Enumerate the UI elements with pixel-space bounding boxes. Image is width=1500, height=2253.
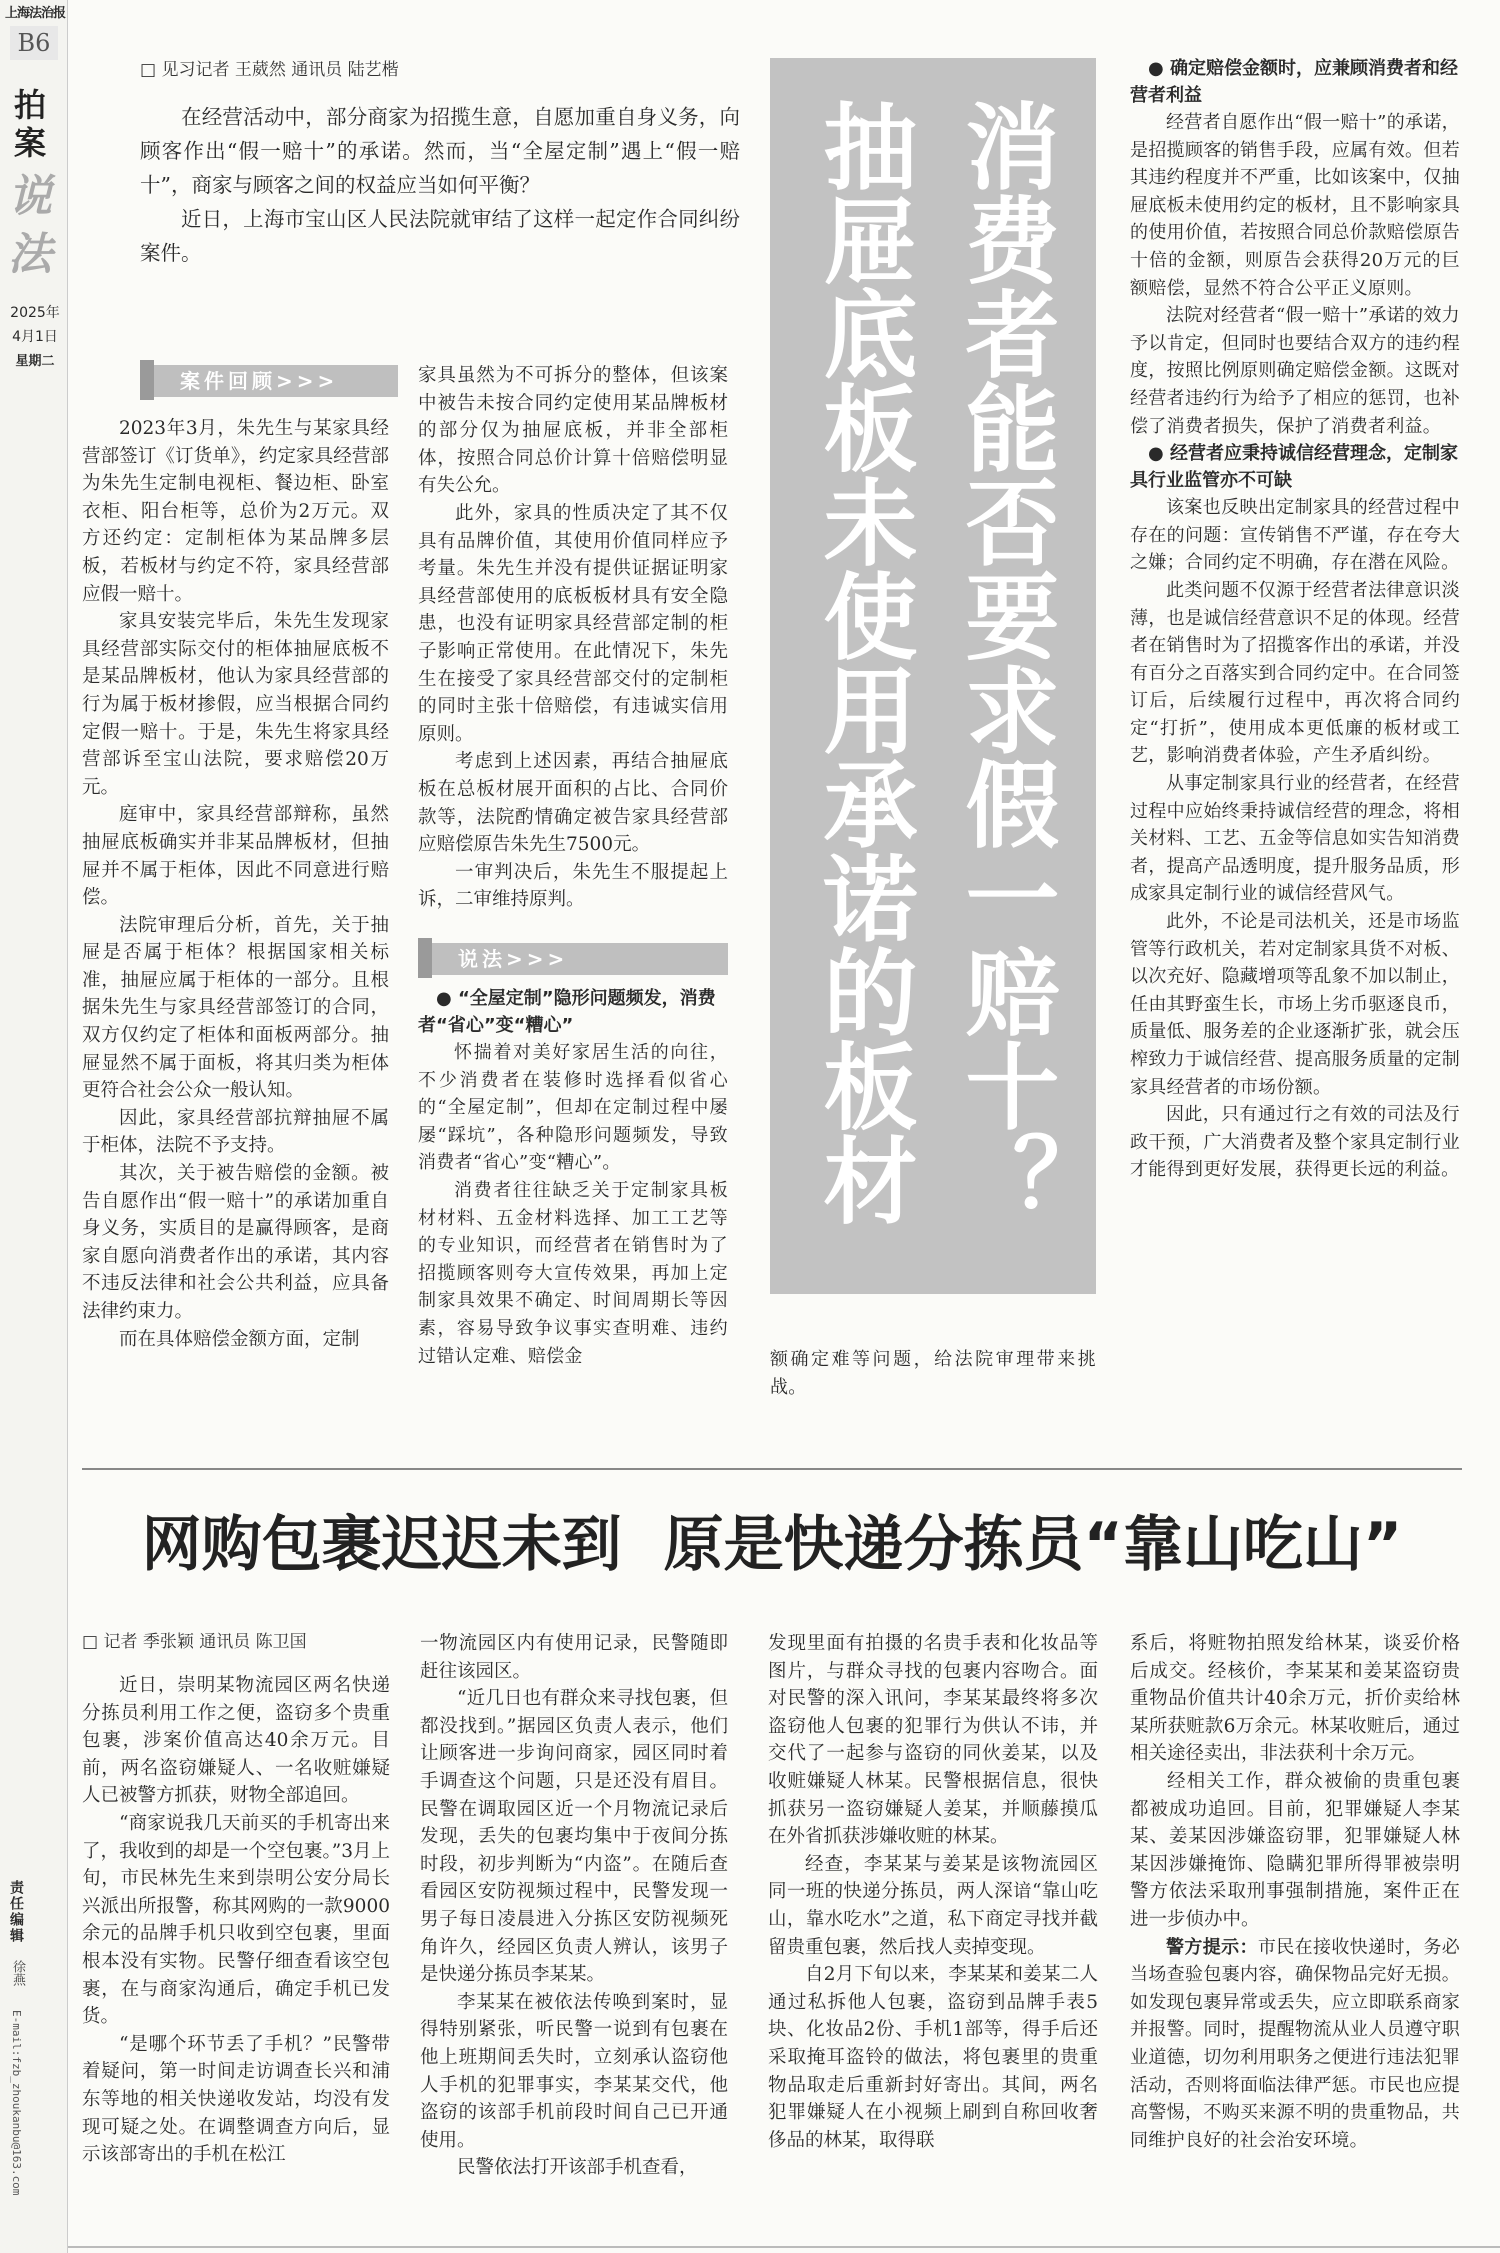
subheading: ● “全屋定制”隐形问题频发，消费者“省心”变“糟心” <box>418 988 716 1036</box>
body-paragraph: 经相关工作，群众被偷的贵重包裹都被成功追回。目前，犯罪嫌疑人李某某、姜某因涉嫌盗窃罪，犯罪嫌疑人林某因涉嫌掩饰、隐瞒犯罪所得罪被崇明警方依法采取刑事强制措施，案件正在进一步侦办中。 <box>1130 1770 1460 1930</box>
body-paragraph: 其次，关于被告赔偿的金额。被告自愿作出“假一赔十”的承诺加重自身义务，实质目的是赢得顾客，是商家自愿向消费者作出的承诺，其内容不违反法律和社会公共利益，应具备法律约束力。 <box>82 1163 389 1322</box>
column-char-2: 案 <box>14 124 47 162</box>
article1-column-4 <box>1130 55 1460 1184</box>
body-paragraph: 此类问题不仅源于经营者法律意识淡薄，也是诚信经营意识不足的体现。经营者在销售时为了招揽客作出的承诺，并没有百分之百落实到合同约定中。在合同签订后，后续履行过程中，再次将合同约定“打折”，使用成本更低廉的板材或工艺，影响消费者体验，产生矛盾纠纷。 <box>1130 579 1460 767</box>
subheading: ● 经营者应秉持诚信经营理念，定制家具行业监管亦不可缺 <box>1130 443 1458 492</box>
body-paragraph: 怀揣着对美好家居生活的向往，不少消费者在装修时选择看似省心的“全屋定制”，但却在定制过程中屡屡“踩坑”，各种隐形问题频发，导致消费者“省心”变“糟心”。 <box>418 1042 728 1174</box>
body-paragraph: 近日，崇明某物流园区两名快递分拣员利用工作之便，盗窃多个贵重包裹，涉案价值高达40余万元。目前，两名盗窃嫌疑人、一名收赃嫌疑人已被警方抓获，财物全部追回。 <box>82 1675 390 1807</box>
body-paragraph: 一审判决后，朱先生不服提起上诉，二审维持原判。 <box>418 861 728 911</box>
body-paragraph: 家具虽然为不可拆分的整体，但该案中被告未按合同约定使用某品牌板材的部分仅为抽屉底板，并非全部柜体，按照合同总价计算十倍赔偿明显有失公允。 <box>418 365 728 497</box>
body-paragraph: 一物流园区内有使用记录，民警随即赶往该园区。 <box>420 1633 728 1682</box>
column-char-4: 法 <box>8 229 52 280</box>
body-paragraph: 系后，将赃物拍照发给林某，谈妥价格后成交。经核价，李某某和姜某盗窃贵重物品价值共计40余万元，折价卖给林某所获赃款6万余元。林某收赃后，通过相关途径卖出，非法获利十余万元。 <box>1130 1633 1460 1765</box>
masthead-sidebar <box>0 0 68 2253</box>
body-paragraph: “是哪个环节丢了手机？”民警带着疑问，第一时间走访调查长兴和浦东等地的相关快递收发站，均没有发现可疑之处。在调整调查方向后，显示该部寄出的手机在松江 <box>82 2033 390 2166</box>
body-paragraph: 民警依法打开该部手机查看， <box>457 2157 698 2179</box>
body-paragraph: 2023年3月，朱先生与某家具经营部签订《订货单》，约定家具经营部为朱先生定制电视柜、餐边柜、卧室衣柜、阳台柜等，总价为2万元。双方还约定：定制柜体为某品牌多层板，若板材与约定不符，家具经营部应假一赔十。 <box>82 418 389 605</box>
page-number: B6 <box>10 26 58 60</box>
column-char-3: 说 <box>8 171 52 222</box>
section-header-commentary: 说法>>> <box>418 943 728 975</box>
article2-headline: 网购包裹迟迟未到 原是快递分拣员“靠山吃山” <box>141 1510 1403 1580</box>
article-separator <box>82 1468 1462 1470</box>
column-char-1: 拍 <box>14 86 47 124</box>
body-paragraph: 法院审理后分析，首先，关于抽屉是否属于柜体？根据国家相关标准，抽屉应属于柜体的一部分。且根据朱先生与家具经营部签订的合同，双方仅约定了柜体和面板两部分。抽屉显然不属于面板，将其归类为柜体更符合社会公众一般认知。 <box>82 914 389 1102</box>
lead-paragraph: 在经营活动中，部分商家为招揽生意，自愿加重自身义务，向顾客作出“假一赔十”的承诺。然而，当“全屋定制”遇上“假一赔十”，商家与顾客之间的权益应当如何平衡？ <box>140 105 740 197</box>
article1-byline: □ 见习记者 王葳然 通讯员 陆艺楷 <box>140 60 399 80</box>
section-marker <box>418 938 432 978</box>
body-paragraph: 庭审中，家具经营部辩称，虽然抽屉底板确实并非某品牌板材，但抽屉并不属于柜体，因此不同意进行赔偿。 <box>82 804 389 909</box>
section-marker <box>140 360 154 400</box>
article2-column-1 <box>82 1672 390 2169</box>
article1-headline-box <box>770 58 1096 1294</box>
police-tip-label: 警方提示： <box>1166 1936 1258 1958</box>
body-paragraph: 家具安装完毕后，朱先生发现家具经营部实际交付的柜体抽屉底板不是某品牌板材，他认为家具经营部的行为属于板材掺假，应当根据合同约定假一赔十。于是，朱先生将家具经营部诉至宝山法院，要求赔偿20万元。 <box>82 611 389 798</box>
body-paragraph: 此外，家具的性质决定了其不仅具有品牌价值，其使用价值同样应予考量。朱先生并没有提供证据证明家具经营部使用的底板板材具有安全隐患，也没有证明家具经营部定制的柜子影响正常使用。在此情况下，朱先生在接受了家具经营部交付的定制柜的同时主张十倍赔偿，有违诚实信用原则。 <box>418 502 728 745</box>
paper-logo: 上海法治报 <box>4 6 65 21</box>
article2-column-2 <box>420 1630 728 2182</box>
body-paragraph: “商家说我几天前买的手机寄出来了，我收到的却是一个空包裹。”3月上旬，市民林先生来到崇明公安分局长兴派出所报警，称其网购的一款9000余元的品牌手机只收到空包裹，里面根本没有实物。民警仔细查看该空包裹，在与商家沟通后，确定手机已发货。 <box>82 1812 390 2028</box>
police-tip-text: 市民在接收快递时，务必当场查验包裹内容，确保物品完好无损。如发现包裹异常或丢失，应立即联系商家并报警。同时，提醒物流从业人员遵守职业道德，切勿利用职务之便进行违法犯罪活动，否则将面临法律严惩。市民也应提高警惕，不购买来源不明的贵重物品，共同维护良好的社会治安环境。 <box>1130 1936 1460 2151</box>
article2-byline: □ 记者 季张颖 通讯员 陈卫国 <box>82 1632 307 1652</box>
body-paragraph: 法院对经营者“假一赔十”承诺的效力予以肯定，但同时也要结合双方的违约程度，按照比例原则确定赔偿金额。这既对经营者违约行为给予了相应的惩罚，也补偿了消费者损失，保护了消费者利益。 <box>1130 305 1460 437</box>
subheading: ● 确定赔偿金额时，应兼顾消费者和经营者利益 <box>1130 58 1458 106</box>
issue-year: 2025年 <box>10 305 60 321</box>
article1-column-2b <box>418 985 728 1370</box>
article2-column-3 <box>768 1630 1098 2154</box>
article1-column-3 <box>770 1346 1096 1401</box>
body-paragraph: 此外，不论是司法机关，还是市场监管等行政机关，若对定制家具货不对板、以次充好、隐藏增项等乱象不加以制止，任由其野蛮生长，市场上劣币驱逐良币，质量低、服务差的企业逐渐扩张，就会压榨致力于诚信经营、提高服务质量的定制家具经营者的市场份额。 <box>1130 911 1460 1098</box>
article1-lead <box>140 100 740 270</box>
bottom-border <box>68 2246 1500 2248</box>
article2-column-4 <box>1130 1630 1460 2154</box>
article1-column-2 <box>418 362 728 914</box>
editor-email: E-mail:fzb_zhoukanbu@163.com <box>10 2010 23 2196</box>
body-paragraph: 考虑到上述因素，再结合抽屉底板在总板材展开面积的占比、合同价款等，法院酌情确定被告家具经营部应赔偿原告朱先生7500元。 <box>418 751 728 856</box>
body-paragraph: 而在具体赔偿金额方面，定制 <box>119 1328 360 1350</box>
editor-label: 责任编辑 <box>8 1880 24 1944</box>
issue-date: 4月1日 <box>12 329 58 345</box>
body-paragraph: 发现里面有拍摄的名贵手表和化妆品等图片，与群众寻找的包裹内容吻合。面对民警的深入讯问，李某某最终将多次盗窃他人包裹的犯罪行为供认不讳，并交代了一起参与盗窃的同伙姜某，以及收赃嫌疑人林某。民警根据信息，很快抓获另一盗窃嫌疑人姜某，并顺藤摸瓜在外省抓获涉嫌收赃的林某。 <box>768 1633 1098 1848</box>
article1-column-1 <box>82 415 389 1353</box>
section-header-case-review: 案件回顾>>> <box>140 365 398 397</box>
headline-line-2: 抽屉底板未使用承诺的板材 <box>807 98 916 1226</box>
headline-line-1: 消费者能否要求假一赔十？ <box>949 98 1058 1226</box>
body-paragraph: 自2月下旬以来，李某某和姜某二人通过私拆他人包裹，盗窃到品牌手表5块、化妆品2份、手机1部等，得手后还采取掩耳盗铃的做法，将包裹里的贵重物品取走后重新封好寄出。其间，两名犯罪嫌疑人在小视频上刷到自称回收奢侈品的林某，取得联 <box>768 1964 1098 2151</box>
body-paragraph: 从事定制家具行业的经营者，在经营过程中应始终秉持诚信经营的理念，将相关材料、工艺、五金等信息如实告知消费者，提高产品透明度，提升服务品质，形成家具定制行业的诚信经营风气。 <box>1130 773 1460 905</box>
body-paragraph: 该案也反映出定制家具的经营过程中存在的问题：宣传销售不严谨，存在夸大之嫌；合同约定不明确，存在潜在风险。 <box>1130 497 1460 574</box>
body-paragraph: 因此，只有通过行之有效的司法及行政干预，广大消费者及整个家具定制行业才能得到更好发展，获得更长远的利益。 <box>1130 1104 1460 1181</box>
body-paragraph: 额确定难等问题，给法院审理带来挑战。 <box>770 1349 1096 1398</box>
issue-weekday: 星期二 <box>15 354 55 369</box>
body-paragraph: 李某某在被依法传唤到案时，显得特别紧张，听民警一说到有包裹在他上班期间丢失时，立刻承认盗窃他人手机的犯罪事实，李某某交代，他盗窃的该部手机前段时间自己已开通使用。 <box>420 1991 728 2151</box>
body-paragraph: 因此，家具经营部抗辩抽屉不属于柜体，法院不予支持。 <box>82 1107 389 1157</box>
body-paragraph: “近几日也有群众来寻找包裹，但都没找到。”据园区负责人表示，他们让顾客进一步询问商家，园区同时着手调查这个问题，只是还没有眉目。民警在调取园区近一个月物流记录后发现，丢失的包裹均集中于夜间分拣时段，初步判断为“内盗”。在随后查看园区安防视频过程中，民警发现一男子每日凌晨进入分拣区安防视频死角许久，经园区负责人辨认，该男子是快递分拣员李某某。 <box>420 1688 728 1986</box>
body-paragraph: 经营者自愿作出“假一赔十”的承诺，是招揽顾客的销售手段，应属有效。但若其违约程度并不严重，比如该案中，仅抽屉底板未使用约定的板材，且不影响家具的使用价值，若按照合同总价款赔偿原告十倍的金额，则原告会获得20万元的巨额赔偿，显然不符合公平正义原则。 <box>1130 112 1460 299</box>
editor-name: 徐燕 <box>10 1960 25 1986</box>
lead-paragraph: 近日，上海市宝山区人民法院就审结了这样一起定作合同纠纷案件。 <box>140 207 740 265</box>
body-paragraph: 经查，李某某与姜某是该物流园区同一班的快递分拣员，两人深谙“靠山吃山，靠水吃水”之道，私下商定寻找并截留贵重包裹，然后找人卖掉变现。 <box>768 1853 1098 1958</box>
body-paragraph: 消费者往往缺乏关于定制家具板材材料、五金材料选择、加工工艺等的专业知识，而经营者在销售时为了招揽顾客则夸大宣传效果，再加上定制家具效果不确定、时间周期长等因素，容易导致争议事实查明难、违约过错认定难、赔偿金 <box>418 1179 728 1367</box>
police-tip <box>1130 1934 1460 2155</box>
